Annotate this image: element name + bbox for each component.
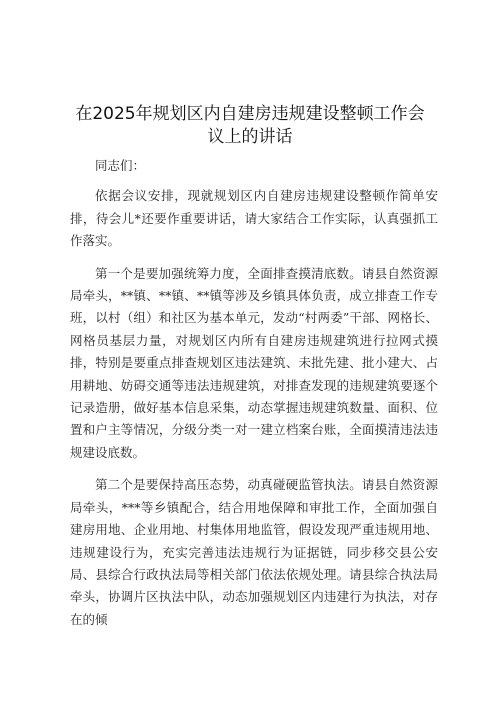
title-line-1: 在2025年规划区内自建房违规建设整顿工作会 <box>75 104 425 124</box>
document-body <box>70 155 438 631</box>
paragraph-second-point: 第二个是要保持高压态势，动真碰硬监管执法。请县自然资源局牵头，***等乡镇配合，结合用地保障和审批工作，全面加强自建房用地、企业用地、村集体用地监管，假设发现严重违规用地、违规建设行为，充实完善违法违规行为证据链，同步移交县公安局、县综合行政执法局等相关部门依法依规处理。请县综合执法局牵头，协调片区执法中队，动态加强规划区内违建行为执法，对存在的倾 <box>70 477 438 627</box>
document-title <box>60 103 440 149</box>
paragraph-intro: 依据会议安排，现就规划区内自建房违规建设整顿作简单安排，待会儿*还要作重要讲话，请大家结合工作实际，认真强抓工作落实。 <box>70 188 438 249</box>
paragraph-gap <box>70 464 438 474</box>
paragraph-first-point: 第一个是要加强统筹力度，全面排查摸清底数。请县自然资源局牵头，**镇、**镇、**镇等涉及乡镇具体负责，成立排查工作专班，以村（组）和社区为基本单元，发动“村两委”干部、网格长、网格员基层力量，对规划区内所有自建房违规建筑进行拉网式摸排，特别是要重点排查规划区违法建筑、未批先建、批小建大、占用耕地、妨碍交通等违法违规建筑，对排查发现的违规建筑要逐个记录造册，做好基本信息采集，动态掌握违规建筑数量、面积、位置和户主等情况，分级分类一对一建立档案台账，全面摸清违法违规建设底数。 <box>70 265 438 460</box>
paragraph-gap <box>70 253 438 263</box>
salutation: 同志们： <box>95 158 146 173</box>
title-line-2: 议上的讲话 <box>207 127 293 147</box>
